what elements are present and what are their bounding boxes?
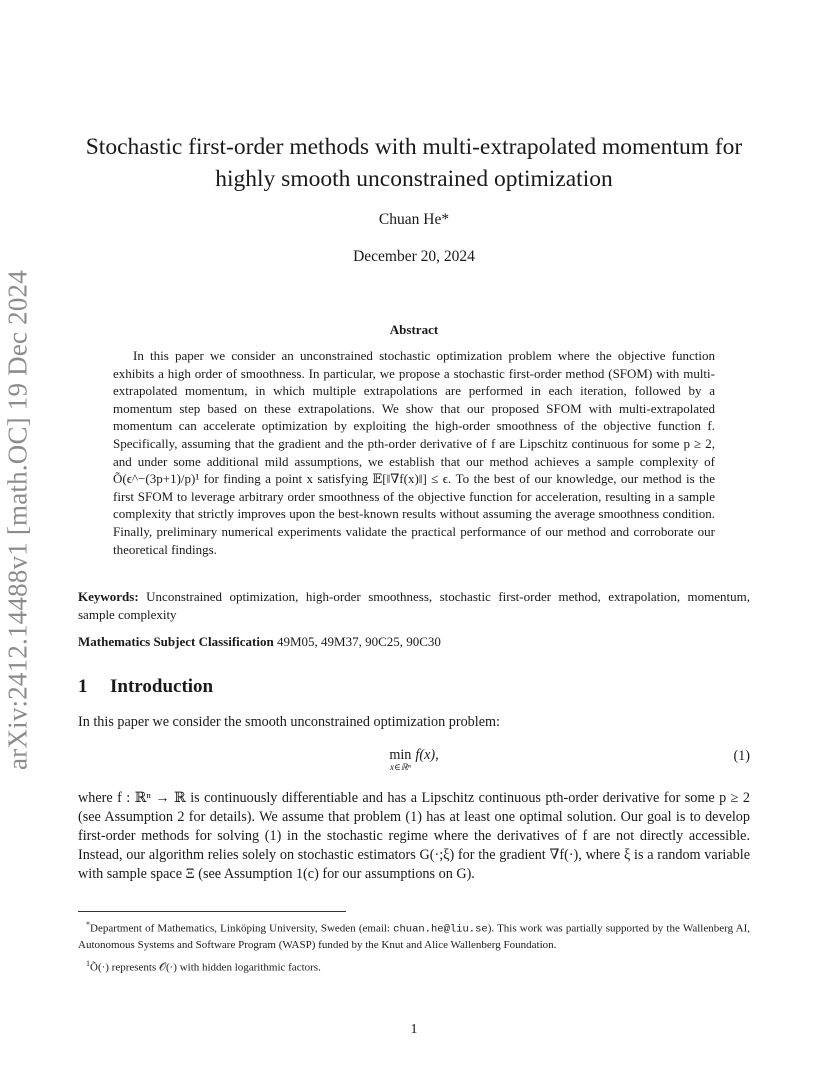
- equation-min: [389, 748, 411, 772]
- footnote-mark: *: [86, 920, 90, 929]
- footnote-email-link[interactable]: chuan.he@liu.se: [393, 923, 488, 936]
- abstract-body: In this paper we consider an unconstrained stochastic optimization problem where the objective function exhibits a high order of smoothness. In particular, we propose a stochastic first-order method (SFOM) with multi-extrapolated momentum, in which multiple extrapolations are performed in each iteration, followed by a momentum step based on these extrapolations. We show that our proposed SFOM with multi-extrapolated momentum can accelerate optimization by exploiting the high-order smoothness of the objective function f. Specifically, assuming that the gradient and the pth-order derivative of f are Lipschitz continuous for some p ≥ 2, and under some additional mild assumptions, we establish that our method achieves a sample complexity of Õ(ϵ^−(3p+1)/p)¹ for finding a point x satisfying 𝔼[‖∇f(x)‖] ≤ ϵ. To the best of our knowledge, our method is the first SFOM to leverage arbitrary order smoothness of the objective function for acceleration, resulting in a sample complexity that strictly improves upon the best-known results without assuming the average smoothness condition. Finally, preliminary numerical experiments validate the practical performance of our method and corroborate our theoretical findings.: [113, 348, 715, 557]
- keywords-text: Unconstrained optimization, high-order smoothness, stochastic first-order method, extrapolation, momentum, sample complexity: [78, 589, 751, 622]
- date: December 20, 2024: [353, 248, 475, 265]
- footnote-complexity: [78, 956, 750, 976]
- paper-title: Stochastic first-order methods with multi-extrapolated momentum for highly smooth unconstrained optimization: [85, 134, 743, 192]
- intro-paragraph-1: In this paper we consider the smooth unconstrained optimization problem:: [78, 714, 500, 730]
- footnote-mark: 1: [86, 958, 90, 968]
- section-title: Introduction: [110, 676, 214, 697]
- footnote-rule: [78, 911, 346, 912]
- keywords: [78, 588, 750, 624]
- equation-expression: f(x),: [415, 747, 439, 763]
- footnotes: [78, 917, 750, 978]
- author: Chuan He*: [378, 211, 450, 228]
- msc-text: 49M05, 49M37, 90C25, 90C30: [276, 634, 441, 649]
- equation-1: [78, 748, 750, 778]
- footnote-affiliation-text: Department of Mathematics, Linköping University, Sweden (email:: [90, 922, 394, 935]
- equation-min-operator: min: [389, 747, 412, 763]
- section-number: 1: [78, 676, 88, 697]
- arxiv-identifier: arXiv:2412.14488v1 [math.OC] 19 Dec 2024: [2, 270, 33, 770]
- subject-classification: [78, 634, 750, 650]
- intro-paragraph-2: where f : ℝⁿ → ℝ is continuously differentiable and has a Lipschitz continuous pth-order derivative for some p ≥ 2 (see Assumption 2 for details). We assume that problem (1) has at least one optimal solution. Our goal is to develop first-order methods for solving (1) in the stochastic regime where the derivatives of f are not directly accessible. Instead, our algorithm relies solely on stochastic estimators G(·;ξ) for the gradient ∇f(·), where ξ is a random variable with sample space Ξ (see Assumption 1(c) for our assumptions on G).: [78, 790, 750, 883]
- msc-label: Mathematics Subject Classification: [78, 634, 274, 649]
- equation-number: (1): [733, 748, 750, 764]
- section-heading: [78, 676, 213, 698]
- equation-subscript: x∈ℝⁿ: [390, 762, 411, 772]
- footnote-affiliation: [78, 917, 750, 954]
- footnote-funding-text: ). This work was partially supported by the Wallenberg AI, Autonomous Systems and Software Program (WASP) funded by the Knut and Alice Wallenberg Foundation.: [78, 922, 751, 952]
- keywords-label: Keywords:: [78, 589, 139, 604]
- abstract-heading: Abstract: [389, 322, 439, 337]
- footnote-complexity-text: Õ(·) represents 𝒪(·) with hidden logarithmic factors.: [90, 961, 321, 974]
- page-number: 1: [410, 1022, 418, 1037]
